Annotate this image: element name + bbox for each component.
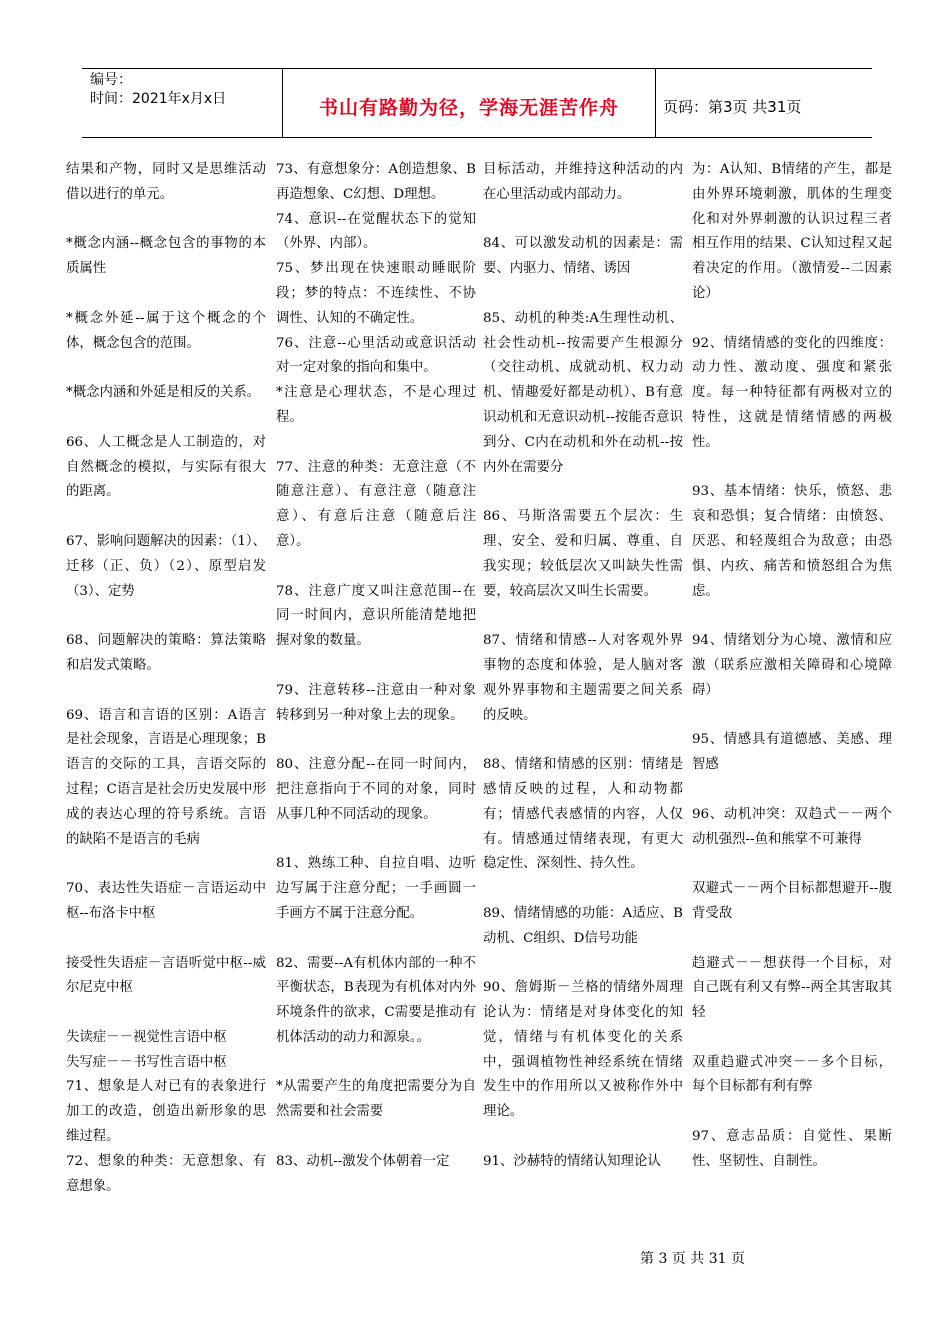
paragraph: 95、情感具有道德感、美感、理智感 — [692, 732, 892, 773]
paragraph: *从需要产生的角度把需要分为自然需要和社会需要 — [276, 1079, 476, 1120]
paragraph: 89、情绪情感的功能：A适应、B动机、C组织、D信号功能 — [483, 905, 683, 946]
header-motto-cell — [282, 69, 656, 137]
paragraph: 94、情绪划分为心境、激情和应激（联系应激相关障碍和心境障碍） — [692, 633, 892, 698]
header-page-label: 页码：第3页 共31页 — [663, 97, 802, 116]
paragraph: 68、问题解决的策略：算法策略和启发式策略。 — [66, 633, 266, 673]
text-column-1 — [66, 158, 266, 1199]
paragraph: *概念内涵--概念包含的事物的本质属性 — [66, 236, 266, 277]
page-footer: 第 3 页 共 31 页 — [640, 1251, 745, 1267]
paragraph: 73、有意想象分：A创造想象、B再造想象、C幻想、D理想。 — [276, 162, 476, 202]
paragraph: 76、注意--心里活动或意识活动对一定对象的指向和集中。 — [276, 335, 476, 376]
paragraph: 90、詹姆斯－兰格的情绪外周理论认为：情绪是对身体变化的知觉，情绪与有机体变化的关系中，强调植物性神经系统在情绪发生中的作用所以又被称作外中理论。 — [483, 980, 683, 1120]
paragraph: 97、意志品质：自觉性、果断性、坚韧性、自制性。 — [692, 1129, 892, 1169]
paragraph: 88、情绪和情感的区别：情绪是感情反映的过程，人和动物都有；情感代表感情的内容，人仅有。情感通过情绪表现，有更大稳定性、深刻性、持久性。 — [483, 757, 683, 872]
paragraph: 78、注意广度又叫注意范围--在同一时间内，意识所能清楚地把握对象的数量。 — [276, 583, 476, 649]
paragraph: 93、基本情绪：快乐，愤怒、悲哀和恐惧；复合情绪：由愤怒、厌恶、和轻蔑组合为敌意；由恐惧、内疚、痛苦和愤怒组合为焦虑。 — [692, 484, 892, 599]
paragraph: 70、表达性失语症－言语运动中枢--布洛卡中枢 — [66, 881, 266, 921]
paragraph: 双避式－－两个目标都想避开--腹背受敌 — [692, 881, 892, 921]
paragraph: 79、注意转移--注意由一种对象转移到另一种对象上去的现象。 — [276, 682, 476, 723]
paragraph: 双重趋避式冲突－－多个目标，每个目标都有利有弊 — [692, 1054, 892, 1095]
paragraph: 72、想象的种类：无意想象、有意想象。 — [66, 1153, 266, 1194]
paragraph: 69、语言和言语的区别：A语言是社会现象，言语是心理现象；B语言的交际的工具，言语交际的过程；C语言是社会历史发展中形成的表达心理的符号系统。言语的缺陷不是语言的毛病 — [66, 707, 266, 847]
paragraph: 91、沙赫特的情绪认知理论认 — [483, 1153, 661, 1169]
paragraph: 75、梦出现在快速眼动睡眠阶段；梦的特点：不连续性、不协调性、认知的不确定性。 — [276, 261, 476, 326]
paragraph: 86、马斯洛需要五个层次：生理、安全、爱和归属、尊重、自我实现；较低层次又叫缺失性需要，较高层次又叫生长需要。 — [483, 509, 683, 599]
text-column-2 — [276, 158, 476, 1175]
document-date-label: 时间：2021年x月x日 — [90, 91, 227, 107]
page-header — [82, 68, 872, 138]
paragraph: 结果和产物，同时又是思维活动借以进行的单元。 — [66, 162, 266, 202]
paragraph: 84、可以激发动机的因素是：需要、内驱力、情绪、诱因 — [483, 236, 683, 277]
paragraph: 接受性失语症－言语听觉中枢--威尔尼克中枢 — [66, 955, 266, 996]
paragraph: 67、影响问题解决的因素：（1）、迁移（正、负）（2）、原型启发（3）、定势 — [66, 533, 266, 599]
paragraph: 83、动机--激发个体朝着一定 — [276, 1153, 450, 1169]
paragraph: 目标活动，并维持这种活动的内在心里活动或内部动力。 — [483, 162, 683, 202]
paragraph: 96、动机冲突：双趋式－－两个动机强烈--鱼和熊掌不可兼得 — [692, 806, 892, 847]
paragraph: *注意是心理状态，不是心理过程。 — [276, 385, 476, 425]
header-motto: 书山有路勤为径，学海无涯苦作舟 — [318, 96, 619, 119]
text-column-3 — [483, 158, 683, 1175]
paragraph: 81、熟练工种、自拉自唱、边听边写属于注意分配；一手画圆一手画方不属于注意分配。 — [276, 856, 476, 921]
document-number-label: 编号： — [90, 72, 132, 88]
paragraph: 77、注意的种类：无意注意（不随意注意）、有意注意（随意注意）、有意后注意（随意后注意）。 — [276, 459, 476, 549]
paragraph: *概念内涵和外延是相反的关系。 — [66, 385, 261, 401]
header-page-cell — [655, 69, 872, 137]
paragraph: 85、动机的种类:A生理性动机、社会性动机--按需要产生根源分（交往动机、成就动机、权力动机、情趣爱好都是动机）、B有意识动机和无意识动机--按能否意识到分、C内在动机和外在动机--按内外在需要分 — [483, 310, 683, 475]
paragraph: 71、想象是人对已有的表象进行加工的改造，创造出新形象的思维过程。 — [66, 1079, 266, 1145]
paragraph: 87、情绪和情感--人对客观外界事物的态度和体验，是人脑对客观外界事物和主题需要之间关系的反映。 — [483, 633, 683, 723]
paragraph: 失写症－－书写性言语中枢 — [66, 1054, 227, 1070]
paragraph: 92、情绪情感的变化的四维度：动力性、激动度、强度和紧张度。每一种特征都有两极对立的特性，这就是情绪情感的两极性。 — [692, 335, 892, 450]
header-meta — [82, 69, 282, 139]
paragraph: 失读症－－视觉性言语中枢 — [66, 1029, 227, 1045]
paragraph: 82、需要--A有机体内部的一种不平衡状态，B表现为有机体对内外环境条件的欲求，C需要是推动有机体活动的动力和源泉。。 — [276, 955, 476, 1045]
paragraph: 74、意识--在觉醒状态下的觉知（外界、内部）。 — [276, 211, 476, 252]
paragraph: 80、注意分配--在同一时间内，把注意指向于不同的对象，同时从事几种不同活动的现象。 — [276, 757, 476, 822]
paragraph: 趋避式－－想获得一个目标，对自己既有利又有弊--两全其害取其轻 — [692, 955, 892, 1021]
paragraph: 为：A认知、B情绪的产生，都是由外界环境刺激，肌体的生理变化和对外界刺激的认识过程三者相互作用的结果、C认知过程又起着决定的作用。（激情爱--二因素论） — [692, 162, 892, 301]
paragraph: 66、人工概念是人工制造的，对自然概念的模拟，与实际有很大的距离。 — [66, 434, 266, 500]
paragraph: *概念外延--属于这个概念的个体，概念包含的范围。 — [66, 310, 266, 351]
text-column-4 — [692, 158, 892, 1175]
